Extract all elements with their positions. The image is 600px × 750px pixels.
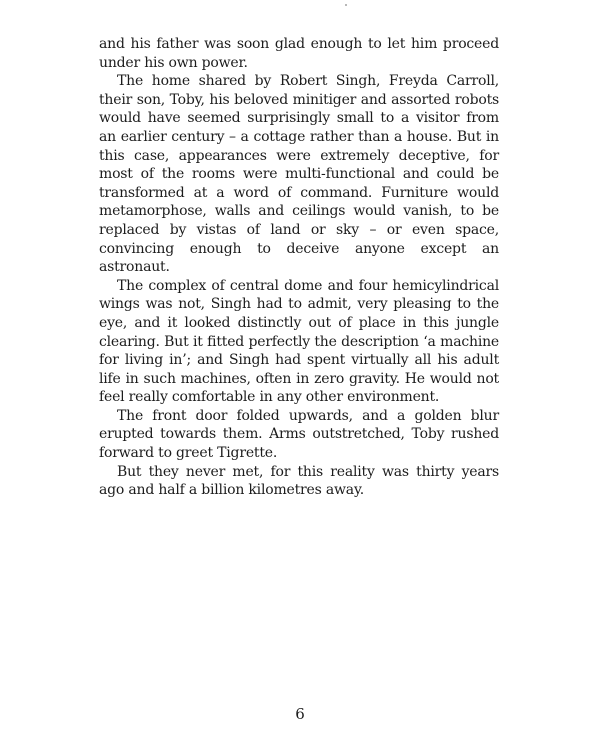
paragraph: But they never met, for this reality was thirty years ago and half a billion kilometres away. [99, 463, 499, 499]
scan-speck [345, 4, 347, 6]
paragraph: and his father was soon glad enough to let him proceed under his own power. [99, 36, 499, 71]
page-number: 6 [295, 705, 305, 723]
paragraph: The front door folded upwards, and a golden blur erupted towards them. Arms outstretched, Toby rushed forward to greet Tigrette. [99, 407, 499, 462]
paragraph: The home shared by Robert Singh, Freyda Carroll, their son, Toby, his beloved minitiger and assorted robots would have seemed surprisingly small to a visitor from an earlier century – a cottage rather than a house. But in this case, appearances were extremely deceptive, for most of the rooms were multi-functional and could be transformed at a word of command. Furniture would metamorphose, walls and ceilings would vanish, to be replaced by vistas of land or sky – or even space, convincing enough to deceive anyone except an astronaut. [99, 73, 499, 276]
body-text [99, 35, 499, 500]
paragraph: The complex of central dome and four hemicylindrical wings was not, Singh had to admit, very pleasing to the eye, and it looked distinctly out of place in this jungle clearing. But it fitted perfectly the description ‘a machine for living in’; and Singh had spent virtually all his adult life in such machines, often in zero gravity. He would not feel really comfortable in any other environment. [99, 277, 499, 406]
